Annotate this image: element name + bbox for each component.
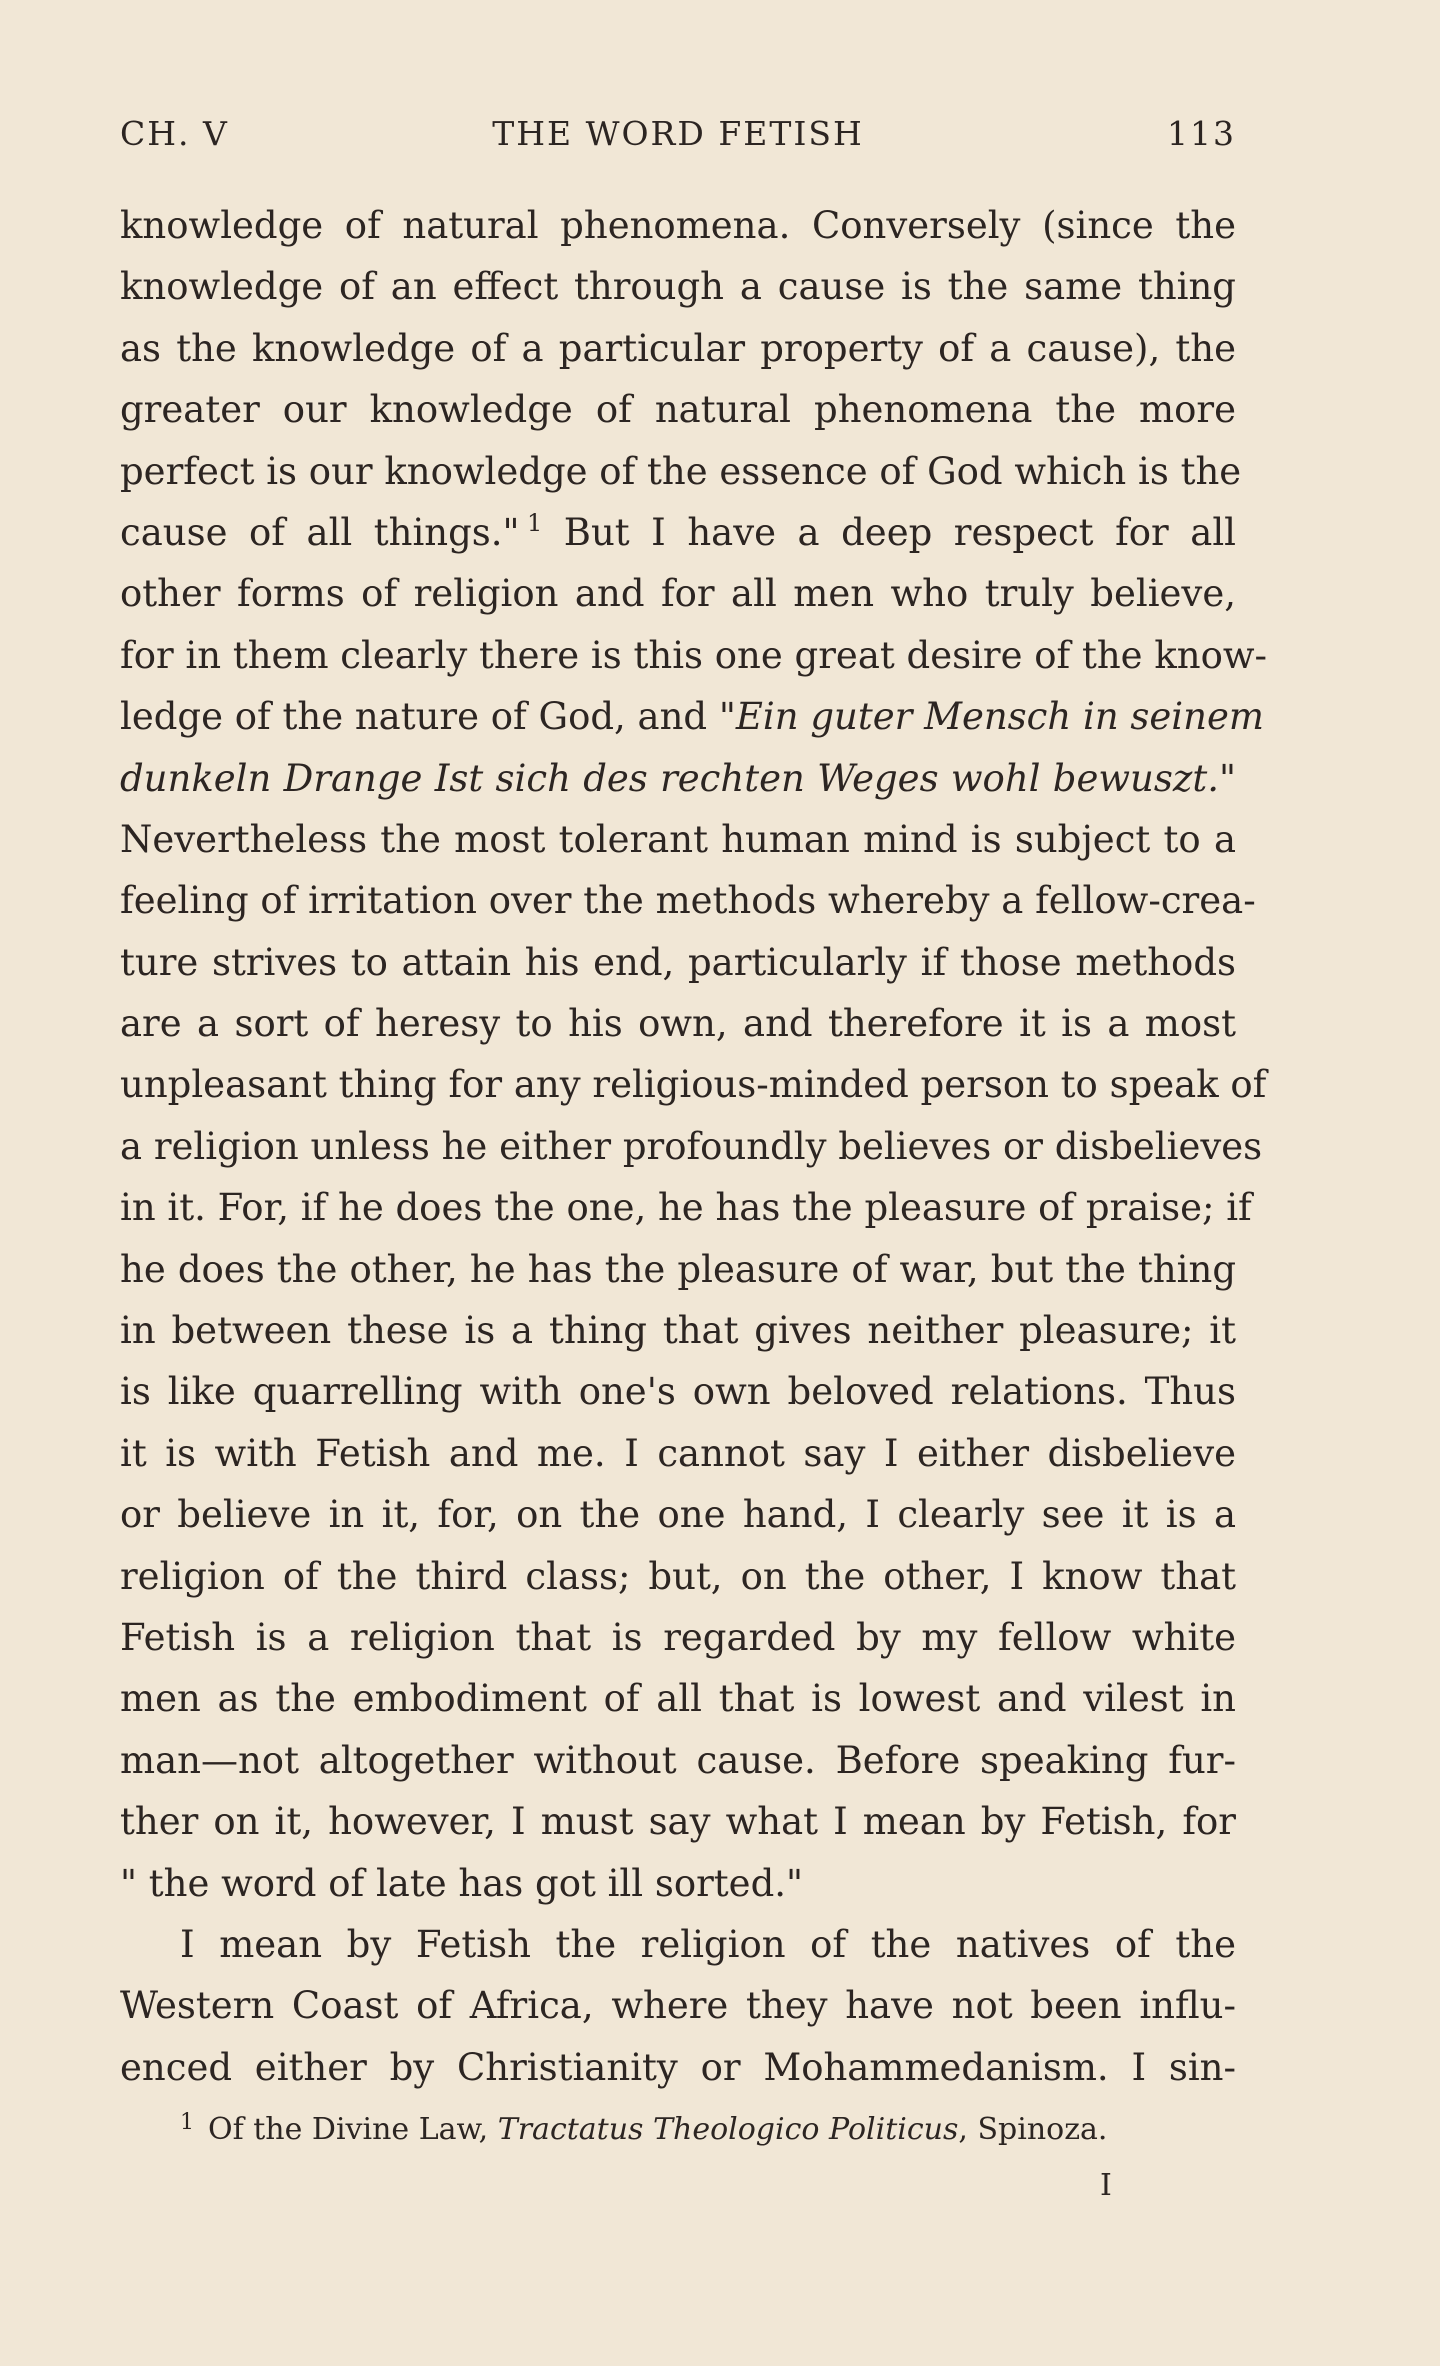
text-line: it is with Fetish and me. I cannot say I either disbelieve xyxy=(120,1431,1236,1475)
text-line: feeling of irritation over the methods whereby a fellow-crea- xyxy=(120,879,1256,923)
text-line: in between these is a thing that gives neither pleasure; it xyxy=(120,1309,1236,1353)
text-line: Western Coast of Africa, where they have not been influ- xyxy=(120,1984,1236,2028)
running-title: THE WORD FETISH xyxy=(492,114,864,153)
text-line: ture strives to attain his end, particularly if those methods xyxy=(120,940,1236,984)
text-line: " the word of late has got ill sorted." xyxy=(120,1861,804,1905)
paragraph-start-line: I mean by Fetish the religion of the natives of the xyxy=(180,1922,1236,1966)
text-segment: cause of all things." xyxy=(120,510,520,554)
text-line: or believe in it, for, on the one hand, I clearly see it is a xyxy=(120,1493,1236,1537)
text-line: knowledge of an effect through a cause is the same thing xyxy=(120,265,1236,309)
text-line: Nevertheless the most tolerant human mind is subject to a xyxy=(120,817,1236,861)
text-line: knowledge of natural phenomena. Conversely (since the xyxy=(120,204,1236,247)
text-line: enced either by Christianity or Mohammedanism. I sin- xyxy=(120,2045,1236,2089)
text-line xyxy=(120,502,1236,563)
text-line: other forms of religion and for all men who truly believe, xyxy=(120,572,1236,616)
text-line: greater our knowledge of natural phenomena the more xyxy=(120,388,1236,432)
signature-mark: I xyxy=(1100,2168,1112,2203)
text-line: man—not altogether without cause. Before speaking fur- xyxy=(120,1738,1236,1782)
text-line: are a sort of heresy to his own, and therefore it is a most xyxy=(120,1002,1236,1046)
page-number: 113 xyxy=(1167,114,1236,153)
footnote-reference[interactable]: 1 xyxy=(526,508,543,537)
text-line xyxy=(120,686,1264,747)
german-quotation-line: dunkeln Drange Ist sich des rechten Weges wohl bewuszt." xyxy=(120,756,1236,800)
text-line: a religion unless he either profoundly believes or disbelieves xyxy=(120,1124,1263,1168)
running-head xyxy=(120,114,1236,164)
text-line: ther on it, however, I must say what I mean by Fetish, for xyxy=(120,1800,1236,1844)
text-line: as the knowledge of a particular property of a cause), the xyxy=(120,326,1236,370)
text-line: Fetish is a religion that is regarded by my fellow white xyxy=(120,1615,1236,1659)
chapter-label: CH. V xyxy=(120,114,229,153)
text-segment: ledge of the nature of God, and " xyxy=(120,695,736,739)
text-line: perfect is our knowledge of the essence of God which is the xyxy=(120,449,1242,493)
text-line: he does the other, he has the pleasure of war, but the thing xyxy=(120,1247,1236,1291)
footnote-work-title: Tractatus Theologico Politicus xyxy=(497,2112,959,2147)
text-line: for in them clearly there is this one great desire of the know- xyxy=(120,633,1268,677)
footnote-mark: 1 xyxy=(180,2110,194,2135)
text-line: men as the embodiment of all that is lowest and vilest in xyxy=(120,1677,1236,1721)
body-text xyxy=(120,195,1268,2098)
german-quotation: Ein guter Mensch in seinem xyxy=(735,695,1264,739)
footnote-author: , Spinoza. xyxy=(958,2112,1108,2147)
text-segment: But I have a deep respect for all xyxy=(542,510,1236,554)
text-line: in it. For, if he does the one, he has the pleasure of praise; if xyxy=(120,1186,1252,1230)
text-line: unpleasant thing for any religious-minded person to speak of xyxy=(120,1063,1267,1107)
footnote xyxy=(180,2110,1180,2150)
text-line: is like quarrelling with one's own beloved relations. Thus xyxy=(120,1370,1236,1414)
footnote-text: Of the Divine Law, xyxy=(208,2112,498,2147)
text-line: religion of the third class; but, on the other, I know that xyxy=(120,1554,1236,1598)
